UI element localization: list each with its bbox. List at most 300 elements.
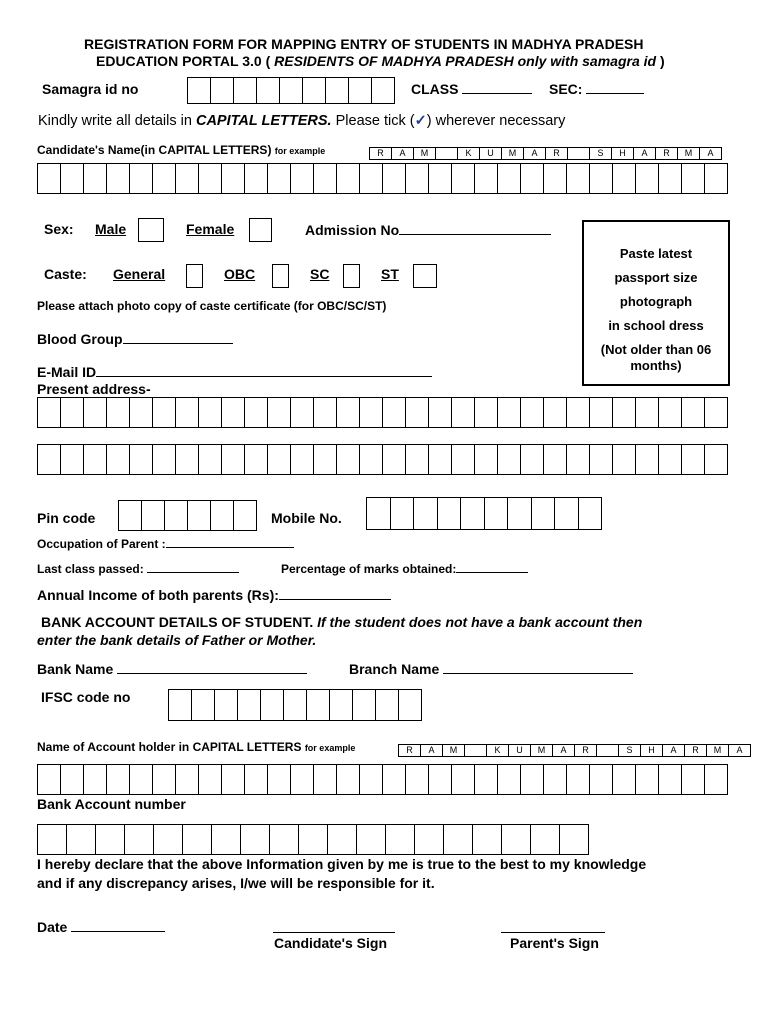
admission-label: [305, 222, 551, 238]
char-box[interactable]: [141, 500, 165, 531]
char-box[interactable]: [405, 397, 429, 428]
char-box[interactable]: [221, 444, 245, 475]
char-box[interactable]: [451, 397, 475, 428]
occupation-label-text: Occupation of Parent :: [37, 537, 166, 551]
branch-name-label: [349, 661, 633, 677]
char-box[interactable]: [366, 497, 391, 530]
char-box[interactable]: [543, 163, 567, 194]
st-checkbox[interactable]: [413, 264, 437, 288]
char-box[interactable]: [356, 824, 386, 855]
char-box[interactable]: [612, 163, 636, 194]
char-box[interactable]: [182, 824, 212, 855]
branch-name-label-text: Branch Name: [349, 661, 440, 677]
char-box[interactable]: [244, 444, 268, 475]
account-holder-example-label: for example: [304, 743, 356, 753]
char-box[interactable]: [497, 444, 521, 475]
last-class-field[interactable]: [147, 572, 239, 573]
char-box[interactable]: [451, 444, 475, 475]
char-box[interactable]: [520, 163, 544, 194]
example-letter: S: [618, 744, 641, 757]
char-box[interactable]: [336, 444, 360, 475]
char-box[interactable]: [306, 689, 330, 721]
char-box[interactable]: [191, 689, 215, 721]
char-box[interactable]: [198, 764, 222, 795]
char-box[interactable]: [382, 764, 406, 795]
branch-name-field[interactable]: [443, 673, 633, 674]
account-holder-label-text: Name of Account holder in CAPITAL LETTERS: [37, 740, 302, 754]
char-box[interactable]: [95, 824, 125, 855]
char-box[interactable]: [414, 824, 444, 855]
general-label: General: [113, 266, 166, 282]
photo-text-4: in school dress: [608, 318, 704, 333]
char-box[interactable]: [198, 397, 222, 428]
tick-icon: ✓: [414, 113, 427, 129]
date-label: [37, 919, 165, 935]
char-box[interactable]: [37, 824, 67, 855]
char-box[interactable]: [543, 764, 567, 795]
char-box[interactable]: [37, 163, 61, 194]
char-box[interactable]: [472, 824, 502, 855]
char-box[interactable]: [398, 689, 422, 721]
mobile-boxes[interactable]: [366, 497, 602, 530]
char-box[interactable]: [554, 497, 579, 530]
char-box[interactable]: [566, 397, 590, 428]
char-box[interactable]: [566, 163, 590, 194]
bank-note-1: If the student does not have a bank account then: [313, 614, 643, 630]
char-box[interactable]: [60, 444, 84, 475]
bank-heading-text: BANK ACCOUNT DETAILS OF STUDENT: [41, 614, 310, 630]
char-box[interactable]: [329, 689, 353, 721]
char-box[interactable]: [237, 689, 261, 721]
example-letter: [435, 147, 458, 160]
example-letter: A: [420, 744, 443, 757]
char-box[interactable]: [428, 397, 452, 428]
char-box[interactable]: [198, 163, 222, 194]
bank-note-2: enter the bank details of Father or Mother.: [37, 632, 317, 648]
char-box[interactable]: [164, 500, 188, 531]
example-letter: R: [574, 744, 597, 757]
blood-group-label: [37, 331, 233, 347]
char-box[interactable]: [83, 444, 107, 475]
char-box[interactable]: [612, 764, 636, 795]
char-box[interactable]: [152, 764, 176, 795]
char-box[interactable]: [428, 163, 452, 194]
bank-heading-dot: .: [309, 614, 314, 630]
example-letter: M: [501, 147, 524, 160]
char-box[interactable]: [210, 500, 234, 531]
char-box[interactable]: [37, 397, 61, 428]
income-label-text: Annual Income of both parents (Rs):: [37, 587, 279, 603]
char-box[interactable]: [336, 764, 360, 795]
percentage-label-text: Percentage of marks obtained:: [281, 562, 457, 576]
class-label-text: CLASS: [411, 81, 459, 97]
percentage-label: [281, 562, 528, 576]
char-box[interactable]: [175, 764, 199, 795]
char-box[interactable]: [382, 163, 406, 194]
char-box[interactable]: [559, 824, 589, 855]
char-box[interactable]: [428, 444, 452, 475]
char-box[interactable]: [589, 163, 613, 194]
title-close: ): [656, 53, 665, 69]
candidate-sign-label: Candidate's Sign: [274, 935, 388, 951]
example-letter: A: [391, 147, 414, 160]
example-letter: A: [523, 147, 546, 160]
email-label: [37, 364, 432, 380]
char-box[interactable]: [681, 764, 705, 795]
example-letter: U: [479, 147, 502, 160]
female-label: Female: [186, 221, 235, 237]
char-box[interactable]: [451, 764, 475, 795]
obc-checkbox[interactable]: [272, 264, 289, 288]
char-box[interactable]: [635, 163, 659, 194]
char-box[interactable]: [405, 444, 429, 475]
example-letter: H: [611, 147, 634, 160]
char-box[interactable]: [313, 444, 337, 475]
char-box[interactable]: [681, 163, 705, 194]
char-box[interactable]: [635, 397, 659, 428]
char-box[interactable]: [66, 824, 96, 855]
char-box[interactable]: [405, 163, 429, 194]
char-box[interactable]: [405, 764, 429, 795]
example-letter: [596, 744, 619, 757]
char-box[interactable]: [658, 444, 682, 475]
char-box[interactable]: [497, 397, 521, 428]
blood-group-field[interactable]: [123, 343, 233, 344]
char-box[interactable]: [106, 764, 130, 795]
char-box[interactable]: [152, 444, 176, 475]
char-box[interactable]: [336, 397, 360, 428]
obc-label: OBC: [224, 266, 256, 282]
char-box[interactable]: [507, 497, 532, 530]
char-box[interactable]: [543, 397, 567, 428]
char-box[interactable]: [543, 444, 567, 475]
char-box[interactable]: [187, 500, 211, 531]
form-title-line2: [96, 53, 665, 69]
char-box[interactable]: [681, 444, 705, 475]
char-box[interactable]: [198, 444, 222, 475]
char-box[interactable]: [359, 444, 383, 475]
char-box[interactable]: [106, 444, 130, 475]
char-box[interactable]: [267, 764, 291, 795]
char-box[interactable]: [352, 689, 376, 721]
example-letter: M: [706, 744, 729, 757]
bank-heading: [41, 614, 642, 630]
char-box[interactable]: [578, 497, 603, 530]
account-holder-example: [398, 744, 751, 757]
char-box[interactable]: [129, 444, 153, 475]
example-letter: R: [684, 744, 707, 757]
title-portal: EDUCATION PORTAL 3.0 (: [96, 53, 275, 69]
char-box[interactable]: [531, 497, 556, 530]
declaration-line2: and if any discrepancy arises, I/we will be responsible for it.: [37, 875, 435, 891]
char-box[interactable]: [681, 397, 705, 428]
example-letter: M: [413, 147, 436, 160]
char-box[interactable]: [437, 497, 462, 530]
char-box[interactable]: [313, 764, 337, 795]
income-label: [37, 587, 391, 603]
email-field[interactable]: [96, 376, 432, 377]
example-letter: [464, 744, 487, 757]
candidate-name-label: [37, 143, 325, 157]
char-box[interactable]: [530, 824, 560, 855]
char-box[interactable]: [704, 397, 728, 428]
account-holder-label: [37, 740, 355, 754]
char-box[interactable]: [443, 824, 473, 855]
candidate-name-label-text: Candidate's Name(in CAPITAL LETTERS): [37, 143, 272, 157]
char-box[interactable]: [153, 824, 183, 855]
male-checkbox[interactable]: [138, 218, 164, 242]
char-box[interactable]: [106, 163, 130, 194]
char-box[interactable]: [484, 497, 509, 530]
st-label: ST: [381, 266, 399, 282]
declaration-line1: I hereby declare that the above Information given by me is true to the best to my knowledge: [37, 856, 647, 872]
mobile-label: Mobile No.: [271, 510, 342, 526]
char-box[interactable]: [60, 764, 84, 795]
sec-label: [549, 81, 644, 97]
income-field[interactable]: [279, 599, 391, 600]
char-box[interactable]: [359, 163, 383, 194]
example-letter: M: [677, 147, 700, 160]
example-letter: R: [655, 147, 678, 160]
address-boxes-line2[interactable]: [37, 444, 728, 475]
example-letter: M: [530, 744, 553, 757]
char-box[interactable]: [589, 397, 613, 428]
char-box[interactable]: [221, 764, 245, 795]
char-box[interactable]: [382, 444, 406, 475]
photo-text-2: passport size: [614, 270, 698, 285]
example-letter: R: [369, 147, 392, 160]
pin-code-label: Pin code: [37, 510, 96, 526]
char-box[interactable]: [497, 764, 521, 795]
title-residents: RESIDENTS OF MADHYA PRADESH only with samagra id: [274, 53, 657, 69]
email-label-text: E-Mail ID: [37, 364, 97, 380]
example-letter: A: [699, 147, 722, 160]
samagra-id-label: Samagra id no: [42, 81, 139, 97]
char-box[interactable]: [704, 444, 728, 475]
example-letter: A: [552, 744, 575, 757]
char-box[interactable]: [566, 764, 590, 795]
class-field[interactable]: [462, 93, 532, 94]
photo-text-3: photograph: [619, 294, 693, 309]
char-box[interactable]: [83, 397, 107, 428]
char-box[interactable]: [260, 689, 284, 721]
char-box[interactable]: [168, 689, 192, 721]
char-box[interactable]: [566, 444, 590, 475]
char-box[interactable]: [359, 764, 383, 795]
char-box[interactable]: [83, 163, 107, 194]
char-box[interactable]: [290, 163, 314, 194]
date-label-text: Date: [37, 919, 68, 935]
char-box[interactable]: [635, 444, 659, 475]
form-title-line1: REGISTRATION FORM FOR MAPPING ENTRY OF STUDENTS IN MADHYA PRADESH: [84, 36, 644, 52]
candidate-example-label: for example: [274, 146, 326, 156]
char-box[interactable]: [520, 764, 544, 795]
char-box[interactable]: [175, 397, 199, 428]
caste-label: Caste:: [44, 266, 87, 282]
account-holder-boxes[interactable]: [37, 764, 728, 795]
char-box[interactable]: [290, 764, 314, 795]
char-box[interactable]: [298, 824, 328, 855]
char-box[interactable]: [336, 163, 360, 194]
date-field[interactable]: [71, 931, 165, 932]
char-box[interactable]: [704, 163, 728, 194]
caste-certificate-note: Please attach photo copy of caste certificate (for OBC/SC/ST): [37, 299, 387, 313]
char-box[interactable]: [390, 497, 415, 530]
class-label: [411, 81, 532, 97]
char-box[interactable]: [497, 163, 521, 194]
char-box[interactable]: [382, 397, 406, 428]
last-class-label-text: Last class passed:: [37, 562, 144, 576]
char-box[interactable]: [244, 163, 268, 194]
address-label: Present address-: [37, 381, 151, 397]
char-box[interactable]: [589, 444, 613, 475]
char-box[interactable]: [474, 444, 498, 475]
last-class-label: [37, 562, 239, 576]
instruction-c: Please tick (: [331, 113, 415, 129]
char-box[interactable]: [267, 397, 291, 428]
char-box[interactable]: [83, 764, 107, 795]
sc-checkbox[interactable]: [343, 264, 360, 288]
char-box[interactable]: [233, 500, 257, 531]
samagra-id-boxes[interactable]: [187, 77, 395, 104]
example-letter: [567, 147, 590, 160]
char-box[interactable]: [589, 764, 613, 795]
bank-name-label: [37, 661, 307, 677]
general-checkbox[interactable]: [186, 264, 203, 288]
account-number-boxes[interactable]: [37, 824, 589, 855]
example-letter: A: [728, 744, 751, 757]
admission-field[interactable]: [399, 234, 551, 235]
sec-label-text: SEC:: [549, 81, 583, 97]
char-box[interactable]: [290, 444, 314, 475]
char-box[interactable]: [244, 764, 268, 795]
char-box[interactable]: [269, 824, 299, 855]
example-letter: U: [508, 744, 531, 757]
char-box[interactable]: [240, 824, 270, 855]
char-box[interactable]: [428, 764, 452, 795]
instruction-capital: CAPITAL LETTERS.: [195, 113, 332, 129]
char-box[interactable]: [413, 497, 438, 530]
char-box[interactable]: [129, 397, 153, 428]
char-box[interactable]: [211, 824, 241, 855]
sec-field[interactable]: [586, 93, 644, 94]
char-box[interactable]: [474, 163, 498, 194]
example-letter: A: [662, 744, 685, 757]
sc-label: SC: [310, 266, 330, 282]
char-box[interactable]: [313, 163, 337, 194]
char-box[interactable]: [474, 764, 498, 795]
char-box[interactable]: [175, 163, 199, 194]
char-box[interactable]: [385, 824, 415, 855]
char-box[interactable]: [635, 764, 659, 795]
char-box[interactable]: [501, 824, 531, 855]
occupation-label: [37, 537, 294, 551]
char-box[interactable]: [658, 764, 682, 795]
char-box[interactable]: [106, 397, 130, 428]
char-box[interactable]: [290, 397, 314, 428]
instruction-line: [38, 113, 565, 129]
char-box[interactable]: [37, 764, 61, 795]
char-box[interactable]: [327, 824, 357, 855]
male-label: Male: [95, 221, 127, 237]
char-box[interactable]: [152, 163, 176, 194]
parent-sign-label: Parent's Sign: [510, 935, 599, 951]
instruction-d: ) wherever necessary: [426, 113, 566, 129]
example-letter: R: [545, 147, 568, 160]
char-box[interactable]: [474, 397, 498, 428]
char-box[interactable]: [221, 397, 245, 428]
char-box[interactable]: [60, 397, 84, 428]
example-letter: A: [633, 147, 656, 160]
photo-text-5: (Not older than 06 months): [600, 342, 712, 373]
char-box[interactable]: [267, 444, 291, 475]
char-box[interactable]: [267, 163, 291, 194]
char-box[interactable]: [244, 397, 268, 428]
admission-label-text: Admission No: [305, 222, 400, 238]
blood-group-label-text: Blood Group: [37, 331, 123, 347]
instruction-a: Kindly write all details in: [38, 113, 196, 129]
percentage-field[interactable]: [456, 572, 528, 573]
char-box[interactable]: [313, 397, 337, 428]
char-box[interactable]: [124, 824, 154, 855]
photo-text-1: Paste latest: [619, 246, 693, 261]
parent-sign-line[interactable]: [501, 918, 605, 933]
char-box[interactable]: [175, 444, 199, 475]
female-checkbox[interactable]: [249, 218, 272, 242]
ifsc-label: IFSC code no: [41, 689, 131, 705]
char-box[interactable]: [375, 689, 399, 721]
char-box[interactable]: [60, 163, 84, 194]
char-box[interactable]: [214, 689, 238, 721]
example-letter: S: [589, 147, 612, 160]
char-box[interactable]: [129, 163, 153, 194]
candidate-name-boxes[interactable]: [37, 163, 728, 194]
char-box[interactable]: [129, 764, 153, 795]
char-box[interactable]: [658, 163, 682, 194]
occupation-field[interactable]: [166, 547, 294, 548]
char-box[interactable]: [118, 500, 142, 531]
example-letter: R: [398, 744, 421, 757]
char-box[interactable]: [612, 397, 636, 428]
char-box[interactable]: [451, 163, 475, 194]
photo-box: [582, 220, 730, 386]
char-box[interactable]: [221, 163, 245, 194]
char-box[interactable]: [37, 444, 61, 475]
example-letter: K: [486, 744, 509, 757]
example-letter: H: [640, 744, 663, 757]
address-boxes-line1[interactable]: [37, 397, 728, 428]
candidate-sign-line[interactable]: [273, 918, 395, 933]
bank-name-field[interactable]: [117, 673, 307, 674]
example-letter: M: [442, 744, 465, 757]
sex-label: Sex:: [44, 221, 74, 237]
candidate-name-example: [369, 147, 722, 160]
char-box[interactable]: [658, 397, 682, 428]
char-box[interactable]: [359, 397, 383, 428]
char-box[interactable]: [520, 444, 544, 475]
account-number-label: Bank Account number: [37, 796, 186, 812]
char-box[interactable]: [612, 444, 636, 475]
pin-code-boxes[interactable]: [118, 500, 257, 531]
char-box[interactable]: [283, 689, 307, 721]
ifsc-boxes[interactable]: [168, 689, 422, 721]
char-box[interactable]: [152, 397, 176, 428]
char-box[interactable]: [520, 397, 544, 428]
example-letter: K: [457, 147, 480, 160]
char-box[interactable]: [704, 764, 728, 795]
bank-name-label-text: Bank Name: [37, 661, 114, 677]
char-box[interactable]: [460, 497, 485, 530]
